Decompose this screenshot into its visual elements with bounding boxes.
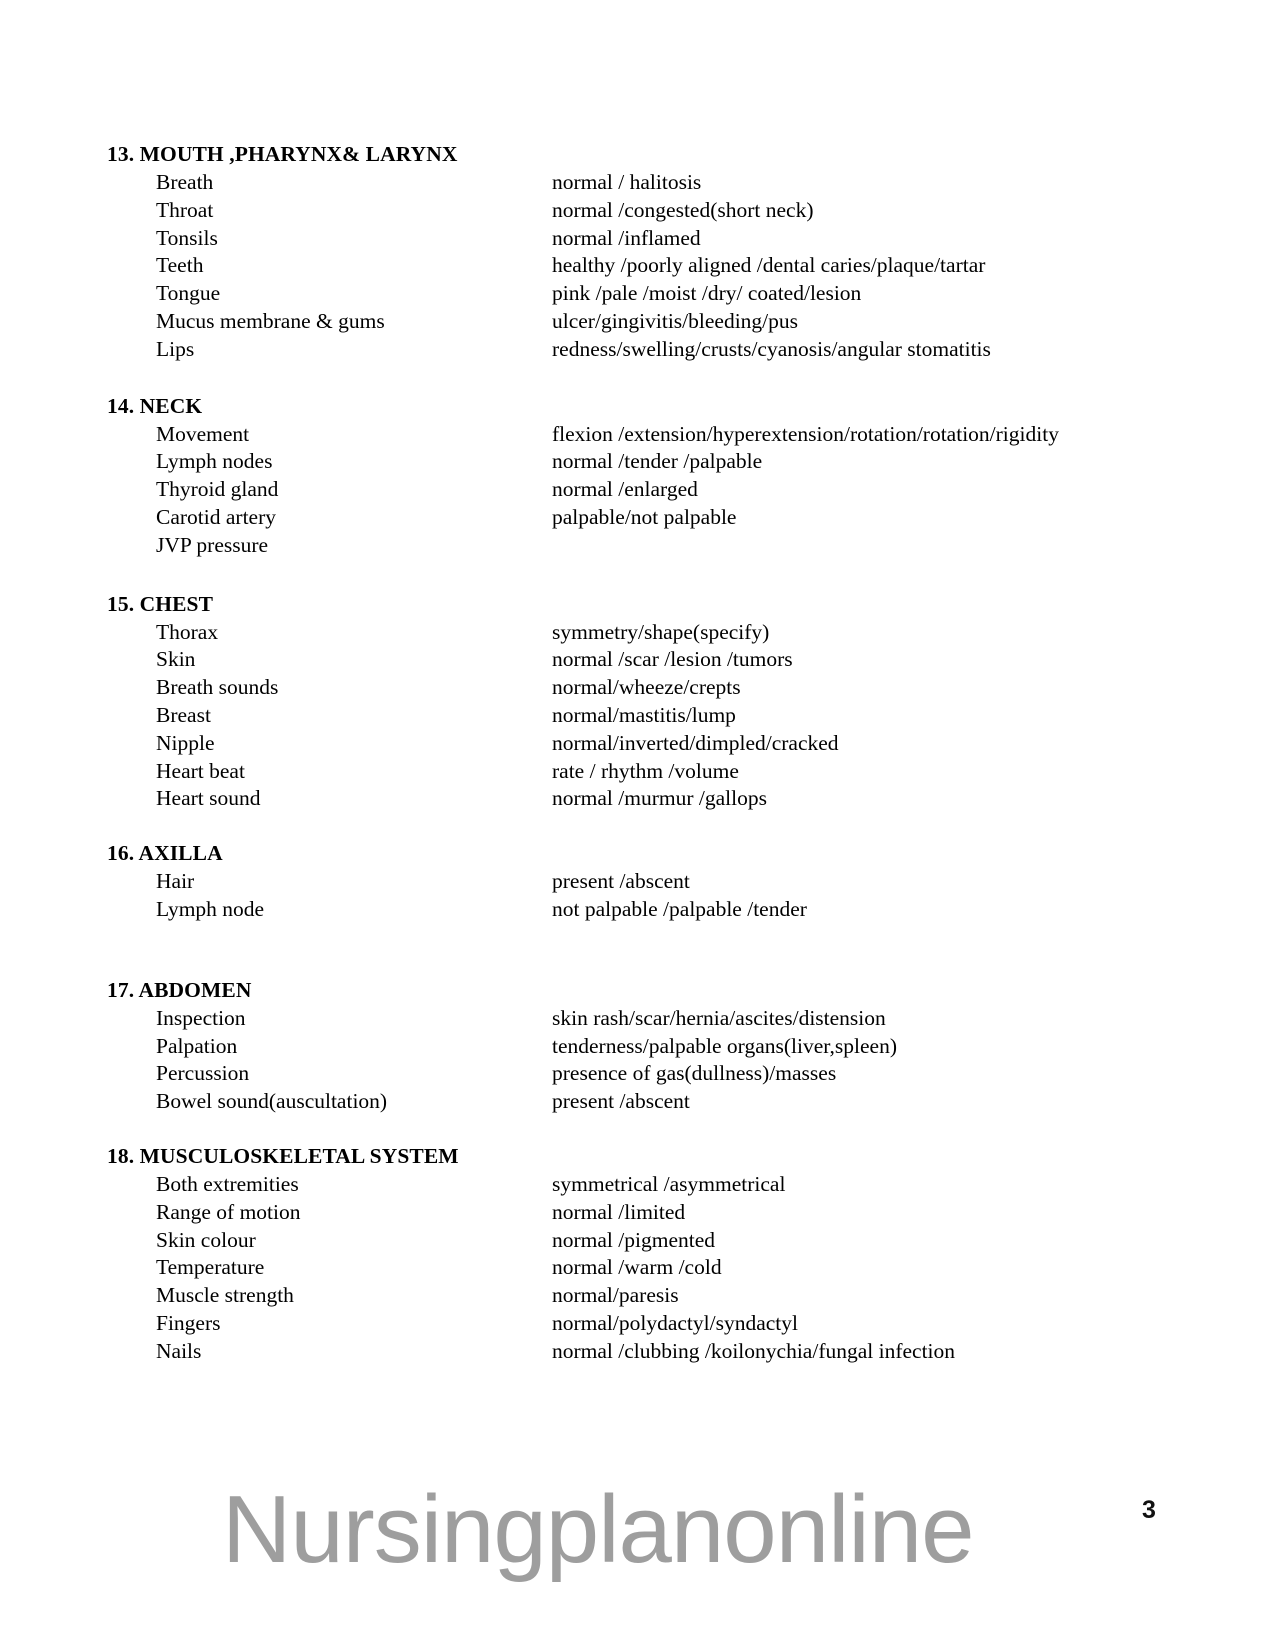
- exam-row-value: normal/inverted/dimpled/cracked: [552, 730, 839, 755]
- section-rows: [107, 1005, 1197, 1116]
- exam-row-value: normal /clubbing /koilonychia/fungal infection: [552, 1338, 956, 1363]
- exam-row: [107, 758, 1197, 786]
- exam-row-value: symmetrical /asymmetrical: [552, 1171, 786, 1196]
- exam-row: [107, 252, 1197, 280]
- exam-row-label: Thorax: [156, 619, 219, 644]
- exam-row: [107, 197, 1197, 225]
- exam-row: [107, 225, 1197, 253]
- document-body: [107, 140, 1197, 1366]
- exam-row: [107, 280, 1197, 308]
- exam-row-value: normal /tender /palpable: [552, 449, 763, 474]
- exam-row: [107, 1171, 1197, 1199]
- exam-row-label: Nipple: [156, 730, 215, 755]
- exam-row-value: normal /scar /lesion /tumors: [552, 647, 793, 672]
- exam-row-label: Nails: [156, 1338, 202, 1363]
- exam-row-label: Skin: [156, 647, 196, 672]
- exam-row-label: Both extremities: [156, 1171, 299, 1196]
- exam-row-label: Throat: [156, 197, 214, 222]
- exam-row-label: Temperature: [156, 1255, 265, 1280]
- exam-row-value: present /abscent: [552, 869, 690, 894]
- exam-row-value: normal / halitosis: [552, 170, 702, 194]
- exam-row-value: normal/paresis: [552, 1283, 679, 1308]
- exam-row-value: normal /murmur /gallops: [552, 786, 767, 811]
- exam-row-value: symmetry/shape(specify): [552, 619, 770, 644]
- exam-row-label: Tonsils: [156, 225, 218, 250]
- exam-row-label: Heart sound: [156, 786, 261, 811]
- section-heading: 13. MOUTH ,PHARYNX& LARYNX: [107, 142, 458, 166]
- exam-row-value: not palpable /palpable /tender: [552, 896, 807, 921]
- exam-row: [107, 1199, 1197, 1227]
- exam-row: [107, 1254, 1197, 1282]
- exam-row-label: Lips: [156, 336, 195, 361]
- exam-row: [107, 674, 1197, 702]
- exam-row-label: Palpation: [156, 1033, 238, 1058]
- section-mouth-pharynx-larynx: [107, 140, 1197, 364]
- exam-row-label: Lymph nodes: [156, 449, 273, 474]
- exam-row-label: Mucus membrane & gums: [156, 308, 385, 333]
- exam-row: [107, 336, 1197, 364]
- exam-row: [107, 1310, 1197, 1338]
- exam-row-label: Breast: [156, 702, 211, 727]
- exam-row: [107, 1282, 1197, 1310]
- exam-row-value: pink /pale /moist /dry/ coated/lesion: [552, 281, 862, 306]
- exam-row: [107, 448, 1197, 476]
- exam-row: [107, 1005, 1197, 1033]
- section-heading: 18. MUSCULOSKELETAL SYSTEM: [107, 1143, 459, 1168]
- exam-row: [107, 532, 1197, 560]
- exam-row-value: redness/swelling/crusts/cyanosis/angular stomatitis: [552, 336, 991, 361]
- exam-row-value: tenderness/palpable organs(liver,spleen): [552, 1033, 898, 1058]
- exam-row-label: Bowel sound(auscultation): [156, 1089, 388, 1114]
- exam-row: [107, 169, 1197, 197]
- exam-row: [107, 702, 1197, 730]
- exam-row-value: normal/wheeze/crepts: [552, 675, 741, 700]
- section-heading: 16. AXILLA: [107, 841, 223, 866]
- section-musculoskeletal-system: [107, 1142, 1197, 1366]
- section-neck: [107, 392, 1197, 560]
- exam-row: [107, 476, 1197, 504]
- exam-row-label: Teeth: [156, 253, 204, 278]
- exam-row-value: normal /warm /cold: [552, 1255, 722, 1280]
- exam-row-value: normal /limited: [552, 1199, 686, 1224]
- exam-row-label: Thyroid gland: [156, 477, 279, 502]
- exam-row-value: normal/mastitis/lump: [552, 702, 736, 727]
- section-heading: 15. CHEST: [107, 591, 214, 616]
- exam-row: [107, 1033, 1197, 1061]
- exam-row: [107, 785, 1197, 813]
- exam-row-label: JVP pressure: [156, 532, 269, 557]
- exam-row-value: normal /enlarged: [552, 477, 698, 502]
- exam-row-label: Movement: [156, 421, 250, 446]
- section-chest: [107, 590, 1197, 814]
- exam-row-label: Carotid artery: [156, 504, 276, 529]
- exam-row: [107, 896, 1197, 924]
- section-heading: 14. NECK: [107, 393, 203, 418]
- exam-row-label: Inspection: [156, 1005, 246, 1030]
- section-axilla: [107, 839, 1197, 924]
- exam-row-value: palpable/not palpable: [552, 504, 737, 529]
- page-number: 3: [1142, 1496, 1156, 1524]
- exam-row-label: Heart beat: [156, 758, 245, 783]
- exam-row: [107, 1060, 1197, 1088]
- exam-row-value: skin rash/scar/hernia/ascites/distension: [552, 1005, 886, 1030]
- exam-row: [107, 619, 1197, 647]
- exam-row-label: Range of motion: [156, 1199, 301, 1224]
- exam-row-value: rate / rhythm /volume: [552, 758, 739, 783]
- exam-row-label: Lymph node: [156, 896, 265, 921]
- exam-row: [107, 1227, 1197, 1255]
- exam-row: [107, 1338, 1197, 1366]
- exam-row-value: normal /pigmented: [552, 1227, 716, 1252]
- exam-row-value: presence of gas(dullness)/masses: [552, 1061, 837, 1086]
- exam-row: [107, 1088, 1197, 1116]
- exam-row-value: ulcer/gingivitis/bleeding/pus: [552, 308, 799, 333]
- section-heading: 17. ABDOMEN: [107, 977, 252, 1002]
- exam-row-value: healthy /poorly aligned /dental caries/plaque/tartar: [552, 253, 986, 278]
- exam-row: [107, 421, 1197, 449]
- watermark: Nursingplanonline: [222, 1476, 974, 1583]
- exam-row-label: Breath sounds: [156, 675, 279, 700]
- exam-row-label: Tongue: [156, 281, 221, 306]
- section-rows: [107, 169, 1197, 364]
- exam-row-label: Fingers: [156, 1310, 221, 1335]
- exam-row: [107, 730, 1197, 758]
- exam-row-value: present /abscent: [552, 1089, 690, 1114]
- exam-row: [107, 646, 1197, 674]
- exam-row-value: normal /inflamed: [552, 225, 701, 250]
- section-rows: [107, 421, 1197, 560]
- exam-row: [107, 868, 1197, 896]
- section-rows: [107, 868, 1197, 924]
- section-rows: [107, 619, 1197, 814]
- exam-row-value: flexion /extension/hyperextension/rotation/rotation/rigidity: [552, 421, 1059, 446]
- exam-row-label: Muscle strength: [156, 1283, 294, 1308]
- exam-row-value: normal/polydactyl/syndactyl: [552, 1310, 799, 1335]
- section-abdomen: [107, 976, 1197, 1116]
- section-rows: [107, 1171, 1197, 1366]
- exam-row: [107, 308, 1197, 336]
- exam-row-value: normal /congested(short neck): [552, 197, 814, 222]
- exam-row: [107, 504, 1197, 532]
- exam-row-label: Percussion: [156, 1061, 250, 1086]
- exam-row-label: Hair: [156, 869, 195, 894]
- exam-row-label: Skin colour: [156, 1227, 256, 1252]
- exam-row-label: Breath: [156, 170, 214, 194]
